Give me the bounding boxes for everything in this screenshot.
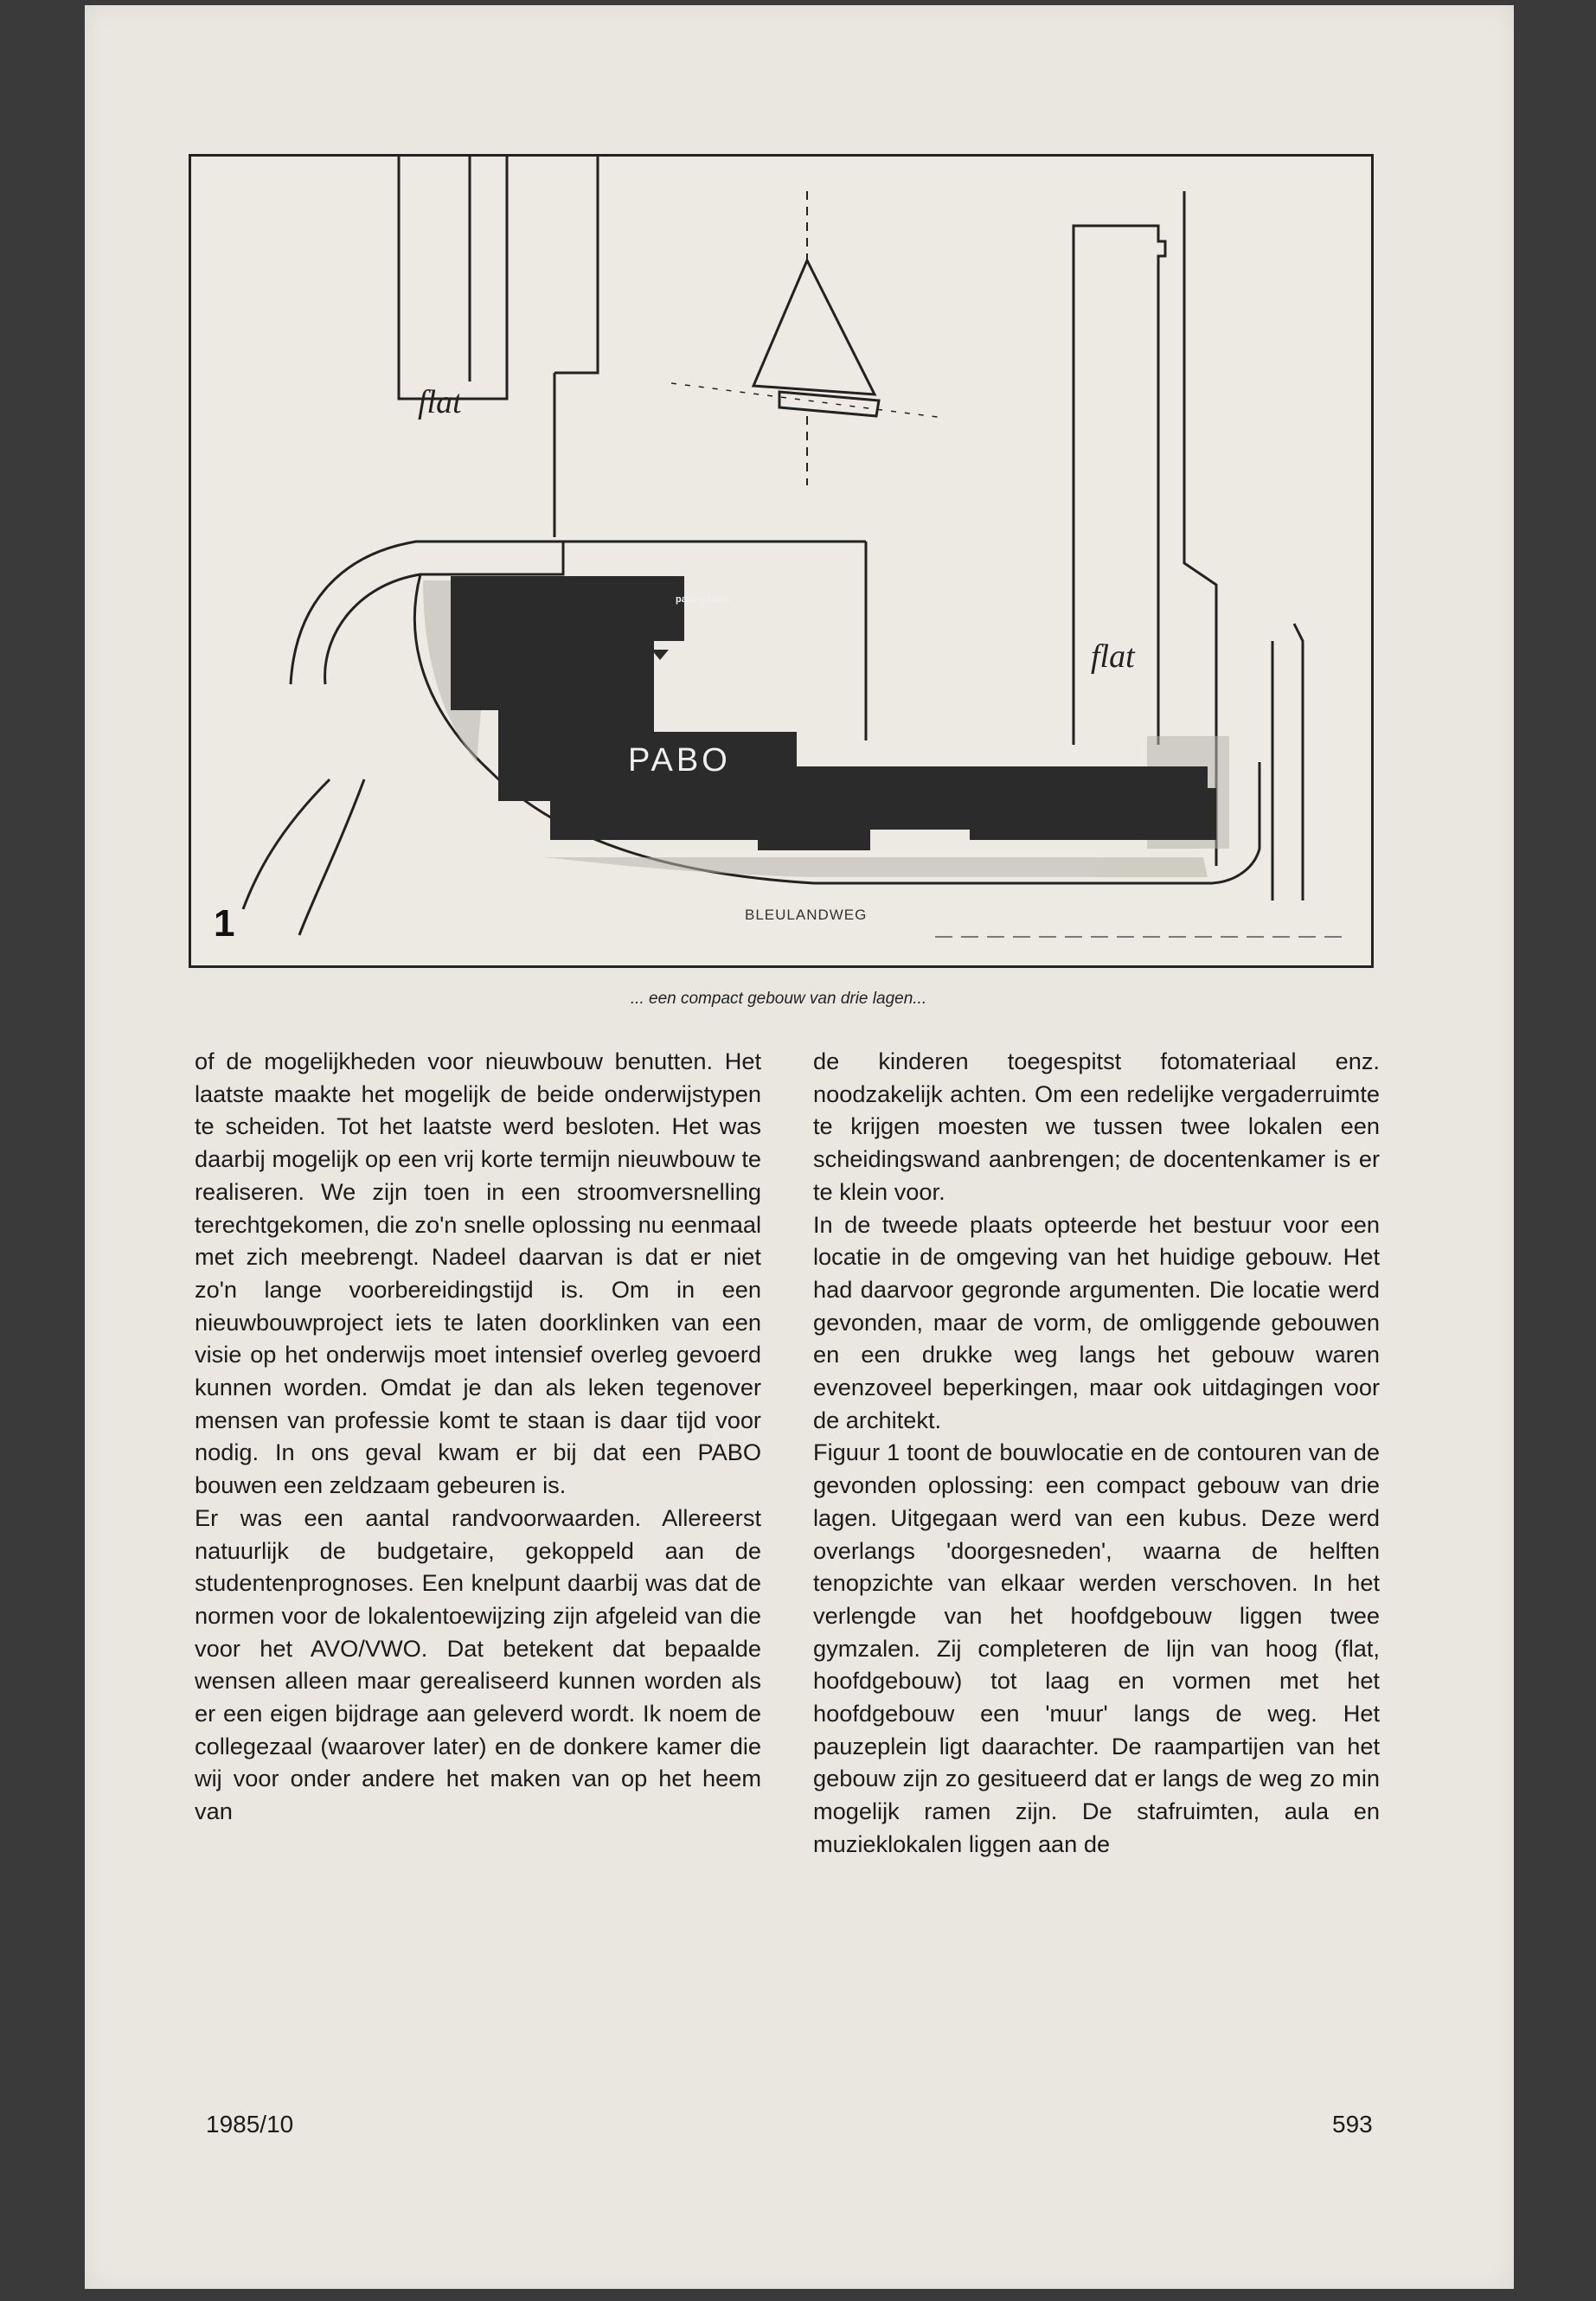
paragraph: Er was een aantal randvoorwaarden. Allereerst natuurlijk de budgetaire, gekoppeld aan de studentenprognoses. Een knelpunt daarbij was dat de normen voor de lokalentoewijzing zijn afgeleid van die voor het AVO/VWO. Dat betekent dat bepaalde wensen alleen maar gerealiseerd kunnen worden als er een eigen bijdrage aan geleverd wordt. Ik noem de collegezaal (waarover later) en de donkere kamer die wij voor onder andere het maken van op het heem van [195, 1503, 761, 1825]
paragraph: In de tweede plaats opteerde het bestuur voor een locatie in de omgeving van het huidige gebouw. Het had daarvoor gegronde argumenten. Die locatie werd gevonden, maar de vorm, de omliggende gebouwen en een drukke weg langs het gebouw waren evenzoveel beperkingen, maar ook uitdagingen voor de architekt. [813, 1210, 1380, 1433]
site-plan-figure [189, 154, 1374, 968]
column-right [813, 1045, 1380, 1861]
pabo-building [451, 576, 1216, 850]
paragraph: of de mogelijkheden voor nieuwbouw benutten. Het laatste maakte het mogelijk de beide onderwijstypen te scheiden. Tot het laatste werd besloten. Het was daarbij mogelijk op een vrij korte termijn nieuwbouw te realiseren. We zijn toen in een stroomversnelling terechtgekomen, die zo'n snelle oplossing nu eenmaal met zich meebrengt. Nadeel daarvan is dat er niet zo'n lange voorbereidingstijd is. Om in een nieuwbouwproject iets te laten doorklinken van een visie op het onderwijs moet intensief overleg gevoerd kunnen worden. Omdat je dan als leken tegenover mensen van professie komt te staan is daar tijd voor nodig. In ons geval kwam er bij dat een PABO bouwen een zeldzaam gebeuren is. [195, 1048, 761, 1499]
issue-number: 1985/10 [206, 2111, 294, 2138]
flat-left-outline [399, 157, 598, 537]
page-number: 593 [1332, 2111, 1373, 2138]
site-plan-drawing [191, 157, 1371, 965]
flat-left-label: flat [418, 384, 462, 420]
figure-caption: ... een compact gebouw van drie lagen... [630, 990, 927, 1008]
pabo-label: PABO [628, 742, 731, 779]
paragraph: Figuur 1 toont de bouwlocatie en de contouren van de gevonden oplossing: een compact gebouw van drie lagen. Uitgegaan werd van een kubus. Deze werd overlangs 'doorgesneden', waarna de helften tenopzichte van elkaar werden verschoven. In het verlengde van het hoofdgebouw liggen twee gymzalen. Zij completeren de lijn van hoog (flat, hoofdgebouw) tot laag en vormen met het hoofdgebouw een 'muur' langs de weg. Het pauzeplein ligt daarachter. De raampartijen van het gebouw zijn zo gesitueerd dat er langs de weg zo min mogelijk ramen zijn. De stafruimten, aula en muzieklokalen liggen aan de [813, 1439, 1380, 1857]
paragraph: de kinderen toegespitst fotomateriaal enz. noodzakelijk achten. Om een redelijke vergaderruimte te krijgen moesten we tussen twee lokalen een scheidingswand aanbrengen; de docentenkamer is er te klein voor. [813, 1048, 1380, 1205]
flat-right-label: flat [1091, 638, 1135, 675]
street-label: BLEULANDWEG [745, 907, 868, 923]
figure-number: 1 [214, 902, 235, 945]
north-arrow-icon [671, 191, 944, 485]
column-left [195, 1045, 761, 1828]
pauzeplaats-label: pauzeplaats [676, 594, 730, 605]
